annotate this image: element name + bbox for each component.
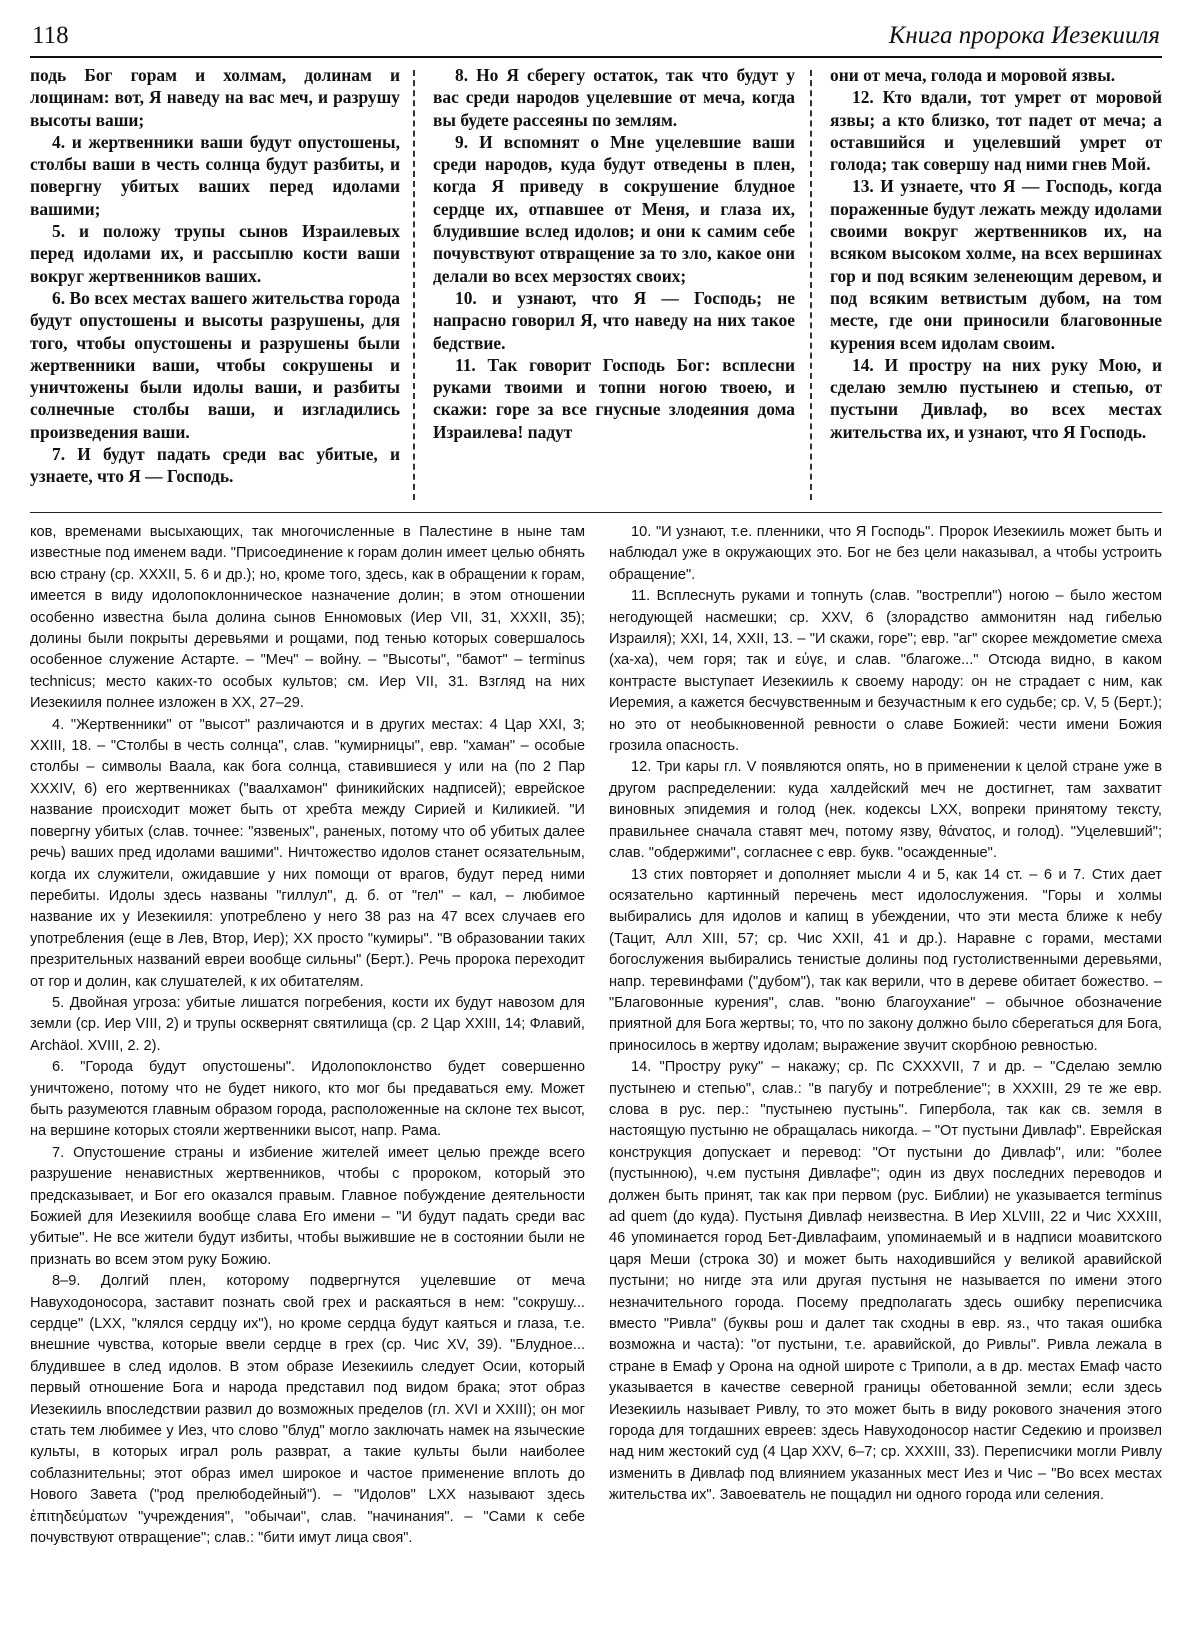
- scripture-text: [30, 64, 1162, 510]
- commentary-paragraph: 6. "Города будут опустошены". Идолопоклонство будет совершенно уничтожено, потому что не будет никого, кто мог бы предаваться ему. Может быть разумеются главным образом города, расположенные на склоне тех высот, на вершине которых стояли жертвенники высот, напр. Рама.: [30, 1059, 585, 1140]
- commentary-text: [30, 522, 1162, 1602]
- scripture-column-3: [830, 64, 1162, 510]
- scripture-column-1: [30, 64, 400, 510]
- scripture-verse-9: 9. И вспомнят о Мне уцелевшие ваши среди народов, куда будут отведены в плен, когда Я приведу в сокрушение блудное сердце их, отпавшее от Меня, и глаза их, блудившие вслед идолов; и они к самим себе почувствуют отвращение за то зло, какое они делали во всех мерзостях своих;: [433, 131, 795, 286]
- scripture-paragraph: они от меча, голода и моровой язвы.: [830, 65, 1116, 85]
- page-header: [30, 18, 1162, 60]
- commentary-paragraph: 5. Двойная угроза: убитые лишатся погребения, кости их будут навозом для земли (ср. Иер VIII, 2) и трупы осквернят святилища (ср. 2 Цар XXIII, 14; Флавий, Archäol. XVIII, 2. 2).: [30, 994, 585, 1054]
- scripture-verse-10: 10. и узнают, что Я — Господь; не напрасно говорил Я, что наведу на них такое бедствие.: [433, 287, 795, 353]
- scripture-verse-5: 5. и положу трупы сынов Израилевых перед идолами их, и рассыплю кости ваши вокруг жертвенников ваших.: [30, 221, 400, 286]
- commentary-paragraph: 12. Три кары гл. V появляются опять, но в применении к целой стране уже в другом распределении: куда халдейский меч не достигнет, там захватит виновных эпидемия и голод (нек. кодексы LXX, вопреки принятому тексту, правильнее сначала ставят меч, потому язву, θάνατος, и голод). "Уцелевший"; слав. "обдержими", согласнее с евр. букв. "осажденные".: [609, 759, 1162, 862]
- running-title: Книга пророка Иезекииля: [888, 22, 1160, 49]
- column-divider: [413, 70, 415, 500]
- scripture-column-2: [433, 64, 795, 510]
- scripture-verse-13: 13. И узнаете, что Я — Господь, когда пораженные будут лежать между идолами своими вокруг жертвенников их, на всяком высоком холме, на всех вершинах гор и под всяким зеленеющим деревом, и под всяким ветвистым дубом, на том месте, где они приносили благовонные курения всем идолам своим.: [830, 176, 1162, 353]
- commentary-paragraph: 14. "Простру руку" – накажу; ср. Пс CXXXVII, 7 и др. – "Сделаю землю пустынею и степью", слав.: "в пагубу и потребление"; в XXXIII, 29 те же евр. слова в рус. пер.: "пустынею пустынь". Гипербола, так как св. земля в настоящую пустыню не обращалась никогда. – "От пустыни Дивлаф". Еврейская конструкция допускает и перевод: "От пустыни до Дивлаф", или: "более (пустынною), ч.ем пустыня Дивлафе"; один из двух последних переводов и должен быть принят, так как при первом (рус. Библии) не указывается terminus ad quem (до куда). Пустыня Дивлаф неизвестна. В Иер XLVIII, 22 и Чис XXXIII, 46 упоминается город Бет-Дивлафаим, упоминаемый и в надписи моавитского царя Меши (строка 30) и может быть находившийся у великой аравийской пустыни; но нигде эта или другая пустыня не называется по имени этого незначительного города. Посему предполагать здесь ошибку переписчика вместо "Ривла" (буквы рош и далет так сходны в евр. яз., что такая ошибка возможна и часта): "от пустыни, т.е. аравийской, до Ривлы". Ривла лежала в стране в Емаф у Орона на одной широте с Триполи, а в др. местах Емаф часто указывается в качестве северной границы обетованной земли; если здесь Иезекииль называет Ривлу, то это может быть в виду рокового значения этого города для тогдашних евреев: здесь Навуходоносор настиг Седекию и произвел над ним жестокий суд (4 Цар XXV, 6–7; ср. XXXIII, 33). Переписчики могли Ривлу изменить в Дивлаф под влиянием указанных мест Иез и Чис – "Во всех местах жительства их". Завоеватель не пощадил ни одного города или селения.: [609, 1059, 1162, 1504]
- commentary-paragraph: 11. Всплеснуть руками и топнуть (слав. "вострепли") ногою – было жестом негодующей насмешки; ср. XXV, 6 (злорадство аммонитян над гибелью Израиля); XXI, 14, XXII, 13. – "И скажи, горе"; евр. "аг" скорее междометие смеха (ха-ха), чем горя; так и εὐγε, и слав. "благоже..." Отсюда видно, в каком контрасте выступает Иезекииль к своему народу: он не страдает с ним, как Иеремия, а кажется бесчувственным и безучастным к его судьбе; ср. V, 5 (Берт.); но это от необыкновенной ревности о славе Божией: чести имени Божия грозила опасность.: [609, 588, 1162, 755]
- commentary-column-right: [609, 522, 1162, 1602]
- commentary-paragraph: ков, временами высыхающих, так многочисленные в Палестине в ныне там известные под именем вади. "Присоединение к горам долин имеет целью обнять всю страну (ср. XXXII, 5. 6 и др.); но, кроме того, здесь, как в обращении к горам, имеется в виду идолопоклонническое назначение долин; в этом отношении особенно известна была долина сынов Енномовых (Иер VII, 31, XXXII, 35); долины были покрыты деревьями и рощами, под тенью которых совершалось особенное служение Астарте. – "Меч" – войну. – "Высоты", "бамот" – terminus technicus; место каких-то особых культов; см. Иер VII, 31. Взгляд на них Иезекииля полнее изложен в XX, 27–29.: [30, 524, 585, 712]
- scripture-verse-4: 4. и жертвенники ваши будут опустошены, столбы ваши в честь солнца будут разбиты, и повергну убитых ваших перед идолами вашими;: [30, 131, 400, 219]
- commentary-paragraph: 13 стих повторяет и дополняет мысли 4 и 5, как 14 ст. – 6 и 7. Стих дает осязательно картинный перечень мест идолослужения. "Горы и холмы выбирались для идолов и капищ в убеждении, что эти места ближе к небу (Тацит, Алл XIII, 57; ср. Чис XXII, 41 и др.). Наравне с горами, местами богослужения выбирались тенистые долины под густолиственными деревьями, напр. теревинфами ("дубом"), так как верили, что в дереве обитает божество. – "Благовонные курения", слав. "воню благоухание" – обычное обозначение приятной для Бога жертвы; то, что по закону должно было сберегаться для Бога, приносилось в жертву идолам; выражение звучит скорбною ревностью.: [609, 866, 1162, 1054]
- scripture-verse-6: 6. Во всех местах вашего жительства города будут опустошены и высоты разрушены, для того, чтобы опустошены и разрушены были жертвенники ваши, чтобы сокрушены и уничтожены были идолы ваши, и разбиты солнечные столбы ваши, и изгладились произведения ваши.: [30, 287, 400, 442]
- section-divider: [30, 512, 1162, 513]
- column-divider: [810, 70, 812, 500]
- scripture-verse-7: 7. И будут падать среди вас убитые, и узнаете, что Я — Господь.: [30, 444, 400, 487]
- header-rule: [30, 56, 1162, 58]
- scripture-verse-14: 14. И простру на них руку Мою, и сделаю землю пустынею и степью, от пустыни Дивлаф, во всех местах жительства их, и узнают, что Я Господь.: [830, 354, 1162, 442]
- scripture-paragraph: подь Бог горам и холмам, долинам и лощинам: вот, Я наведу на вас меч, и разрушу высоты ваши;: [30, 65, 400, 130]
- commentary-paragraph: 8–9. Долгий плен, которому подвергнутся уцелевшие от меча Навуходоносора, заставит познать свой грех и раскаяться в нем: "сокрушу... сердце" (LXX, "клялся сердцу их"), но кроме сердца будут каяться и глаза, т.е. внешние чувства, которые ввели сердце в грех (ср. Чис XV, 39). "Блудное... блудившее в след идолов. В этом образе Иезекииль следует Осии, который первый отношение Бога и народа представил под видом брака; этот образ Иезекииль впоследствии развил до возможных пределов (гл. XVI и XXIII); он мог стать тем любимее у Иез, что слово "блуд" могло заключать намек на языческие культы, в которых играл роль разврат, а такие культы были наиболее соблазнительны; этот образ имел широкое и частое применение вплоть до Нового Завета ("род прелюбодейный"). – "Идолов" LXX называют здесь ἐπιτηδεύματων "учреждения", "обычаи", слав. "начинания". – "Сами к себе почувствуют отвращение"; слав.: "бити имут лица своя".: [30, 1273, 585, 1547]
- commentary-column-left: [30, 522, 585, 1602]
- commentary-paragraph: 4. "Жертвенники" от "высот" различаются и в других местах: 4 Цар XXI, 3; XXIII, 18. – "Столбы в честь солнца", слав. "кумирницы", евр. "хаман" – особые столбы – символы Ваала, как бога солнца, ставившиеся у или на (по 2 Пар XXXIV, 6) его жертвенниках ("ваалхамон" финикийских надписей); еврейское название происходит может быть от хребта между Сирией и Киликией. "И повергну убитых (слав. точнее: "язвеных", раненых, потому что об убитых далее речь) ваших пред идолами вашими". Ничтожество идолов станет осязательным, когда их служители, ожидавшие у них помощи от врагов, будут перед ними перебиты. Идолы здесь названы "гиллул", д. б. от "гел" – кал, – любимое название их у Иезекииля: употреблено у него 38 раз на 47 всех случаев его употребления (еще в Лев, Втор, Иер); XX просто "кумиры". "В образовании таких презрительных названий евреи вообще сильны" (Берт.). Речь пророка переходит от гор и долин, как слушателей, к их обитателям.: [30, 716, 585, 990]
- page-number: 118: [32, 22, 69, 49]
- scripture-verse-12: 12. Кто вдали, тот умрет от моровой язвы; а кто близко, тот падет от меча; а оставшийся и уцелевший умрет от голода; так совершу над ними гнев Мой.: [830, 87, 1162, 175]
- scripture-verse-8: 8. Но Я сберегу остаток, так что будут у вас среди народов уцелевшие от меча, когда вы будете рассеяны по землям.: [433, 65, 795, 130]
- commentary-paragraph: 7. Опустошение страны и избиение жителей имеет целью прежде всего разрушение ненавистных жертвенников, чтобы с пророком, который это предсказывает, и Бог его оказался правым. Главное побуждение деятельности Божией для Иезекииля вообще слава Его имени – "И будут падать среди вас убитые". Не все жители будут избиты, чтобы выжившие не в состоянии были не признать во всем этом руку Божию.: [30, 1144, 585, 1268]
- scripture-verse-11: 11. Так говорит Господь Бог: всплесни руками твоими и топни ногою твоею, и скажи: горе за все гнусные злодеяния дома Израилева! падут: [433, 354, 795, 442]
- commentary-paragraph: 10. "И узнают, т.е. пленники, что Я Господь". Пророк Иезекииль может быть и наблюдал уже в окружающих это. Бог не без цели наказывал, а чтобы устроить обращение".: [609, 524, 1162, 583]
